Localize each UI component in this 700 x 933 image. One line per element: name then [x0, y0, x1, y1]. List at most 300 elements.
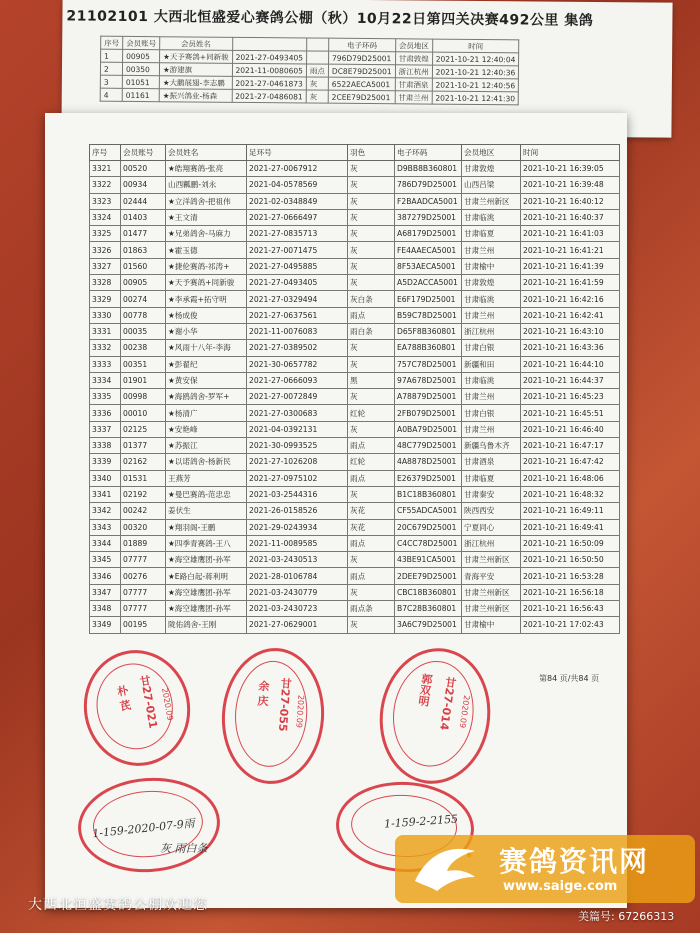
table-cell: 姜伏生: [166, 503, 247, 519]
table-cell: 甘肃兰州新区: [462, 601, 521, 617]
table-cell: 2021-10-21 16:49:41: [521, 519, 620, 535]
table-cell: 3343: [90, 519, 121, 535]
table-cell: 2021-03-2544316: [247, 486, 348, 502]
table-row: [90, 486, 620, 502]
table-cell: ★海鸥鸽舍-罗军+: [166, 389, 247, 405]
table-cell: ★杨清广: [166, 405, 247, 421]
table-cell: ★风雨十八年-李海: [166, 340, 247, 356]
table-cell: D65F8B360801: [395, 323, 462, 339]
table-cell: 3327: [90, 258, 121, 274]
table-cell: 8F53AECA5001: [395, 258, 462, 274]
table-row: [90, 568, 620, 584]
table-cell: 2021-10-21 16:44:10: [521, 356, 620, 372]
table-cell: 387279D25001: [395, 209, 462, 225]
table-cell: 甘肃秦安: [462, 486, 521, 502]
table-cell: 灰: [348, 486, 395, 502]
table-cell: ★四季青赛鸽-王八: [166, 535, 247, 551]
table-cell: 3334: [90, 372, 121, 388]
back-table-cell: 01051: [122, 75, 159, 88]
table-row: [90, 209, 620, 225]
table-cell: 2021-10-21 16:41:21: [521, 242, 620, 258]
table-cell: 2021-03-2430513: [247, 552, 348, 568]
table-cell: ★彭翟纪: [166, 356, 247, 372]
table-cell: 甘肃兰州新区: [462, 552, 521, 568]
table-row: [90, 617, 620, 633]
table-cell: 甘肃临夏: [462, 470, 521, 486]
table-cell: ★谢小华: [166, 323, 247, 339]
signature-3: 1-159-2-2155: [383, 812, 459, 831]
table-cell: ★海空雄鹰团-孙军: [166, 584, 247, 600]
back-table-cell: 浙江杭州: [395, 65, 432, 78]
table-cell: 3333: [90, 356, 121, 372]
table-cell: 灰: [348, 584, 395, 600]
table-row: [90, 535, 620, 551]
table-cell: 2021-30-0993525: [247, 438, 348, 454]
table-cell: 红轮: [348, 405, 395, 421]
table-cell: 甘肃临洮: [462, 372, 521, 388]
table-cell: 3322: [90, 177, 121, 193]
table-cell: 灰: [348, 209, 395, 225]
table-row: [90, 226, 620, 242]
table-cell: ★兄弟鸽舍-马麻力: [166, 226, 247, 242]
page-number: 第84 页/共84 页: [539, 674, 600, 683]
table-row: [90, 340, 620, 356]
table-cell: 3338: [90, 438, 121, 454]
table-cell: ★王文清: [166, 209, 247, 225]
table-cell: 3349: [90, 617, 121, 633]
table-cell: 3332: [90, 340, 121, 356]
back-table-cell: 甘肃酒泉: [395, 78, 432, 91]
table-cell: E6F179D25001: [395, 291, 462, 307]
table-row: [90, 438, 620, 454]
table-cell: 甘肃榆中: [462, 258, 521, 274]
table-cell: A5D2ACCA5001: [395, 275, 462, 291]
table-cell: 灰: [348, 161, 395, 177]
table-cell: ★捷伦赛鸽-祁涛+: [166, 258, 247, 274]
back-table-cell: 2021-27-0486081: [232, 89, 307, 103]
table-cell: 灰: [348, 242, 395, 258]
back-table-cell: 2CEE79D25001: [328, 90, 395, 104]
table-cell: 2021-10-21 16:41:39: [521, 258, 620, 274]
table-cell: 2021-10-21 16:39:05: [521, 161, 620, 177]
table-cell: A78879D25001: [395, 389, 462, 405]
back-table-cell: 雨点: [306, 64, 328, 77]
table-cell: 2021-27-0629001: [247, 617, 348, 633]
table-cell: ★E路白起-蒋利明: [166, 568, 247, 584]
back-header-cell: [307, 38, 329, 51]
table-cell: 2021-10-21 16:42:16: [521, 291, 620, 307]
table-cell: 新疆乌鲁木齐: [462, 438, 521, 454]
table-cell: C4CC78D25001: [395, 535, 462, 551]
table-cell: 01477: [121, 226, 166, 242]
stamp-code: 甘27-014: [437, 675, 458, 732]
back-table-cell: 2021-10-21 12:40:04: [432, 52, 519, 66]
table-cell: 2021-02-0348849: [247, 193, 348, 209]
table-cell: 甘肃白银: [462, 405, 521, 421]
table-cell: 3340: [90, 470, 121, 486]
table-cell: ★曼巴赛鸽-范忠忠: [166, 486, 247, 502]
post-id: 美篇号: 67266313: [578, 910, 675, 923]
table-cell: 甘肃临洮: [462, 291, 521, 307]
table-cell: 灰白条: [348, 291, 395, 307]
table-cell: 2021-27-0493405: [247, 275, 348, 291]
table-cell: CBC18B360801: [395, 584, 462, 600]
back-table-cell: 3: [100, 75, 122, 88]
header-time: 时间: [521, 145, 620, 161]
table-cell: 2021-10-21 16:45:23: [521, 389, 620, 405]
table-cell: 00778: [121, 307, 166, 323]
table-cell: 00195: [121, 617, 166, 633]
back-table-cell: 甘肃敦煌: [395, 52, 432, 65]
table-cell: 2021-11-0076083: [247, 323, 348, 339]
table-cell: 陇佑鸽舍-王刚: [166, 617, 247, 633]
table-cell: 3328: [90, 275, 121, 291]
table-cell: 新疆和田: [462, 356, 521, 372]
table-cell: 3323: [90, 193, 121, 209]
table-cell: 甘肃白银: [462, 340, 521, 356]
table-cell: 雨点: [348, 568, 395, 584]
results-table: [89, 144, 620, 634]
table-cell: 00905: [121, 275, 166, 291]
table-cell: 00276: [121, 568, 166, 584]
header-seq: 序号: [90, 145, 121, 161]
table-cell: ★海空雄鹰团-孙军: [166, 601, 247, 617]
table-row: [90, 193, 620, 209]
table-cell: 甘肃临夏: [462, 226, 521, 242]
table-cell: ★天予赛鸽+同新骏: [166, 275, 247, 291]
table-cell: 02192: [121, 486, 166, 502]
table-cell: 2FB079D25001: [395, 405, 462, 421]
table-row: [90, 421, 620, 437]
table-cell: 2021-27-0666093: [247, 372, 348, 388]
table-cell: 01889: [121, 535, 166, 551]
table-cell: ★霍玉德: [166, 242, 247, 258]
table-cell: 00351: [121, 356, 166, 372]
stamp-date: 2020.09: [294, 694, 306, 729]
header-feather-color: 羽色: [348, 145, 395, 161]
table-cell: 2021-26-0158526: [247, 503, 348, 519]
table-cell: 3A6C79D25001: [395, 617, 462, 633]
table-cell: 2021-10-21 16:56:43: [521, 601, 620, 617]
stamp-name: 郭双明: [416, 672, 434, 708]
table-cell: 2021-27-0975102: [247, 470, 348, 486]
header-member-name: 会员姓名: [166, 145, 247, 161]
table-cell: 2021-28-0106784: [247, 568, 348, 584]
table-cell: 3330: [90, 307, 121, 323]
signature-1: 1-159-2020-07-9雨: [91, 816, 196, 841]
table-cell: 甘肃兰州: [462, 242, 521, 258]
watermark-title: 赛鸽资讯网: [499, 845, 650, 878]
back-table-cell: 2: [100, 62, 122, 75]
table-cell: 雨白条: [348, 323, 395, 339]
table-row: [90, 177, 620, 193]
table-cell: 2021-03-2430723: [247, 601, 348, 617]
signature-2: 灰 雨白条: [160, 842, 208, 855]
table-cell: 雨点: [348, 470, 395, 486]
table-cell: ★黄安保: [166, 372, 247, 388]
table-row: [90, 601, 620, 617]
table-cell: 3347: [90, 584, 121, 600]
table-cell: ★安艳峰: [166, 421, 247, 437]
back-table-cell: 2021-27-0461873: [232, 76, 307, 90]
table-cell: 2021-10-21 16:48:32: [521, 486, 620, 502]
table-cell: 甘肃兰州新区: [462, 584, 521, 600]
back-table-cell: DC8E79D25001: [328, 64, 395, 78]
table-cell: 01901: [121, 372, 166, 388]
table-row: [90, 405, 620, 421]
back-results-table: [100, 36, 520, 106]
table-cell: 07777: [121, 552, 166, 568]
back-table-cell: 灰: [306, 77, 328, 90]
table-cell: 灰: [348, 275, 395, 291]
table-cell: 3339: [90, 454, 121, 470]
back-table-cell: [306, 51, 328, 64]
stamp-date: 2020.09: [457, 694, 472, 729]
table-cell: 2021-27-0067912: [247, 161, 348, 177]
table-cell: A68179D25001: [395, 226, 462, 242]
table-cell: 3337: [90, 421, 121, 437]
table-cell: 灰: [348, 421, 395, 437]
table-row: [90, 389, 620, 405]
back-header-cell: 时间: [432, 39, 519, 53]
table-row: [90, 503, 620, 519]
back-header-cell: 会员姓名: [160, 37, 233, 51]
table-cell: 2021-10-21 17:02:43: [521, 617, 620, 633]
table-cell: ★苏振江: [166, 438, 247, 454]
table-cell: 2021-30-0657782: [247, 356, 348, 372]
back-header-cell: 序号: [101, 36, 123, 49]
table-cell: 00998: [121, 389, 166, 405]
back-table-cell: 00350: [122, 62, 159, 75]
back-sheet-title: 21102101 大西北恒盛爱心赛鸽公棚（秋）10月22日第四关决赛492公里 集鸽: [66, 8, 594, 29]
table-cell: 00035: [121, 323, 166, 339]
table-row: [90, 552, 620, 568]
table-cell: 00274: [121, 291, 166, 307]
table-cell: 甘肃兰州: [462, 307, 521, 323]
table-cell: 陕西西安: [462, 503, 521, 519]
table-cell: 灰: [348, 552, 395, 568]
table-cell: 2021-10-21 16:40:12: [521, 193, 620, 209]
table-cell: 2021-10-21 16:44:37: [521, 372, 620, 388]
table-cell: F2BAADCA5001: [395, 193, 462, 209]
stamp-code: 甘27-055: [275, 677, 293, 732]
table-cell: 2DEE79D25001: [395, 568, 462, 584]
table-row: [90, 258, 620, 274]
table-row: [90, 275, 620, 291]
table-cell: 3335: [90, 389, 121, 405]
table-cell: 2021-10-21 16:42:41: [521, 307, 620, 323]
table-cell: 2021-27-0300683: [247, 405, 348, 421]
table-cell: 灰: [348, 193, 395, 209]
table-cell: 3346: [90, 568, 121, 584]
table-cell: 2021-10-21 16:53:28: [521, 568, 620, 584]
table-cell: 王燕芳: [166, 470, 247, 486]
table-cell: 2021-27-0666497: [247, 209, 348, 225]
back-table-cell: ★游建旗: [159, 63, 232, 77]
table-cell: 00010: [121, 405, 166, 421]
back-table-cell: 4: [100, 88, 122, 101]
table-cell: 2021-04-0578569: [247, 177, 348, 193]
stamp-date: 2020.09: [160, 687, 175, 722]
table-cell: B59C78D25001: [395, 307, 462, 323]
table-cell: 2021-10-21 16:41:03: [521, 226, 620, 242]
table-cell: 2021-10-21 16:48:06: [521, 470, 620, 486]
table-cell: ★杨成俊: [166, 307, 247, 323]
table-cell: 2021-10-21 16:45:51: [521, 405, 620, 421]
stamp-code: 甘27-021: [137, 674, 160, 730]
table-cell: 甘肃临洮: [462, 209, 521, 225]
back-table-cell: 01161: [122, 88, 159, 101]
watermark-url: www.saige.com: [503, 879, 618, 894]
table-row: [90, 470, 620, 486]
table-cell: ★以诺鸽舍-杨新民: [166, 454, 247, 470]
table-cell: 2021-10-21 16:39:48: [521, 177, 620, 193]
table-cell: 2021-10-21 16:50:50: [521, 552, 620, 568]
back-header-cell: 电子环码: [329, 38, 396, 52]
table-cell: ★海空雄鹰团-孙军: [166, 552, 247, 568]
table-cell: 红轮: [348, 454, 395, 470]
table-cell: 2021-10-21 16:47:17: [521, 438, 620, 454]
table-cell: B7C28B360801: [395, 601, 462, 617]
table-cell: 97A678D25001: [395, 372, 462, 388]
table-row: [90, 356, 620, 372]
table-row: [90, 307, 620, 323]
back-table-cell: 6522AECA5001: [328, 77, 395, 91]
table-cell: 浙江杭州: [462, 535, 521, 551]
table-row: [90, 372, 620, 388]
table-cell: 07777: [121, 601, 166, 617]
table-cell: 3341: [90, 486, 121, 502]
table-cell: 浙江杭州: [462, 323, 521, 339]
table-cell: 48C779D25001: [395, 438, 462, 454]
table-cell: 01377: [121, 438, 166, 454]
table-cell: A0BA79D25001: [395, 421, 462, 437]
table-cell: 2021-27-0495885: [247, 258, 348, 274]
table-cell: 4A8878D25001: [395, 454, 462, 470]
table-cell: 雨点条: [348, 601, 395, 617]
table-cell: 灰花: [348, 503, 395, 519]
table-cell: 3336: [90, 405, 121, 421]
table-cell: 786D79D25001: [395, 177, 462, 193]
table-cell: 灰: [348, 177, 395, 193]
back-table-cell: ★振兴鸽业-杨森: [159, 89, 232, 103]
table-cell: 3345: [90, 552, 121, 568]
footer-caption: 大西北恒盛赛鸽公棚欢迎您: [28, 897, 208, 913]
back-header-cell: [232, 37, 307, 51]
table-cell: 00520: [121, 161, 166, 177]
table-cell: EA788B360801: [395, 340, 462, 356]
table-cell: 灰: [348, 389, 395, 405]
table-cell: 3326: [90, 242, 121, 258]
table-cell: B1C18B360801: [395, 486, 462, 502]
table-row: [90, 584, 620, 600]
back-table-cell: 1: [101, 49, 123, 62]
header-member-id: 会员账号: [121, 145, 166, 161]
header-region: 会员地区: [462, 145, 521, 161]
table-cell: 00242: [121, 503, 166, 519]
table-cell: ★李承霞+拓守明: [166, 291, 247, 307]
table-row: [90, 519, 620, 535]
back-table-cell: 2021-10-21 12:40:56: [432, 78, 519, 92]
table-cell: 甘肃酒泉: [462, 454, 521, 470]
table-cell: 43BE91CA5001: [395, 552, 462, 568]
table-cell: 2021-27-0637561: [247, 307, 348, 323]
table-cell: 灰: [348, 258, 395, 274]
table-cell: 02125: [121, 421, 166, 437]
back-header-cell: 会员账号: [123, 36, 160, 49]
table-cell: 2021-27-0329494: [247, 291, 348, 307]
table-cell: 3325: [90, 226, 121, 242]
stamp-name: 余 庆: [255, 679, 271, 707]
table-cell: 甘肃兰州: [462, 421, 521, 437]
table-cell: 3321: [90, 161, 121, 177]
table-cell: 灰: [348, 226, 395, 242]
back-table-cell: 2021-10-21 12:40:36: [432, 65, 519, 79]
table-cell: 2021-10-21 16:46:40: [521, 421, 620, 437]
table-row: [90, 323, 620, 339]
table-cell: 2021-27-0835713: [247, 226, 348, 242]
table-cell: 00934: [121, 177, 166, 193]
back-table-cell: 2021-27-0493405: [232, 50, 307, 64]
table-cell: 02162: [121, 454, 166, 470]
back-table-cell: 796D79D25001: [328, 51, 395, 65]
table-cell: 2021-27-0071475: [247, 242, 348, 258]
header-ring-no: 足环号: [247, 145, 348, 161]
back-table-row: [100, 88, 518, 105]
table-cell: 灰花: [348, 519, 395, 535]
table-cell: 00238: [121, 340, 166, 356]
table-cell: 2021-29-0243934: [247, 519, 348, 535]
back-table-cell: ★天予赛鸽+同新骏: [160, 50, 233, 64]
table-cell: 山西瓤鹏-刘永: [166, 177, 247, 193]
table-cell: 20C679D25001: [395, 519, 462, 535]
table-cell: 灰: [348, 356, 395, 372]
table-cell: 2021-03-2430779: [247, 584, 348, 600]
table-cell: 2021-27-0389502: [247, 340, 348, 356]
table-cell: 07777: [121, 584, 166, 600]
table-row: [90, 454, 620, 470]
back-table-cell: 00905: [123, 49, 160, 62]
table-cell: FE4AAECA5001: [395, 242, 462, 258]
table-cell: 雨点: [348, 535, 395, 551]
table-cell: 3329: [90, 291, 121, 307]
table-cell: 757C78D25001: [395, 356, 462, 372]
table-row: [90, 161, 620, 177]
table-cell: 灰: [348, 617, 395, 633]
table-cell: 灰: [348, 340, 395, 356]
table-cell: 2021-10-21 16:41:59: [521, 275, 620, 291]
table-cell: 01403: [121, 209, 166, 225]
table-cell: 01560: [121, 258, 166, 274]
table-cell: 2021-04-0392131: [247, 421, 348, 437]
table-cell: 甘肃榆中: [462, 617, 521, 633]
table-cell: CF55ADCA5001: [395, 503, 462, 519]
back-table-cell: ★大鹏展翅-李志鹏: [159, 76, 232, 90]
table-cell: 甘肃敦煌: [462, 161, 521, 177]
table-cell: 2021-27-0072849: [247, 389, 348, 405]
back-header-cell: 会员地区: [395, 39, 432, 52]
table-cell: 甘肃兰州: [462, 389, 521, 405]
table-cell: 3331: [90, 323, 121, 339]
table-cell: 3344: [90, 535, 121, 551]
table-cell: 宁夏同心: [462, 519, 521, 535]
table-cell: 00320: [121, 519, 166, 535]
table-cell: 01531: [121, 470, 166, 486]
pigeon-logo-icon: [409, 841, 481, 897]
back-table-cell: 甘肃兰州: [395, 91, 432, 104]
watermark-banner: [395, 835, 695, 903]
table-cell: 雨点: [348, 307, 395, 323]
